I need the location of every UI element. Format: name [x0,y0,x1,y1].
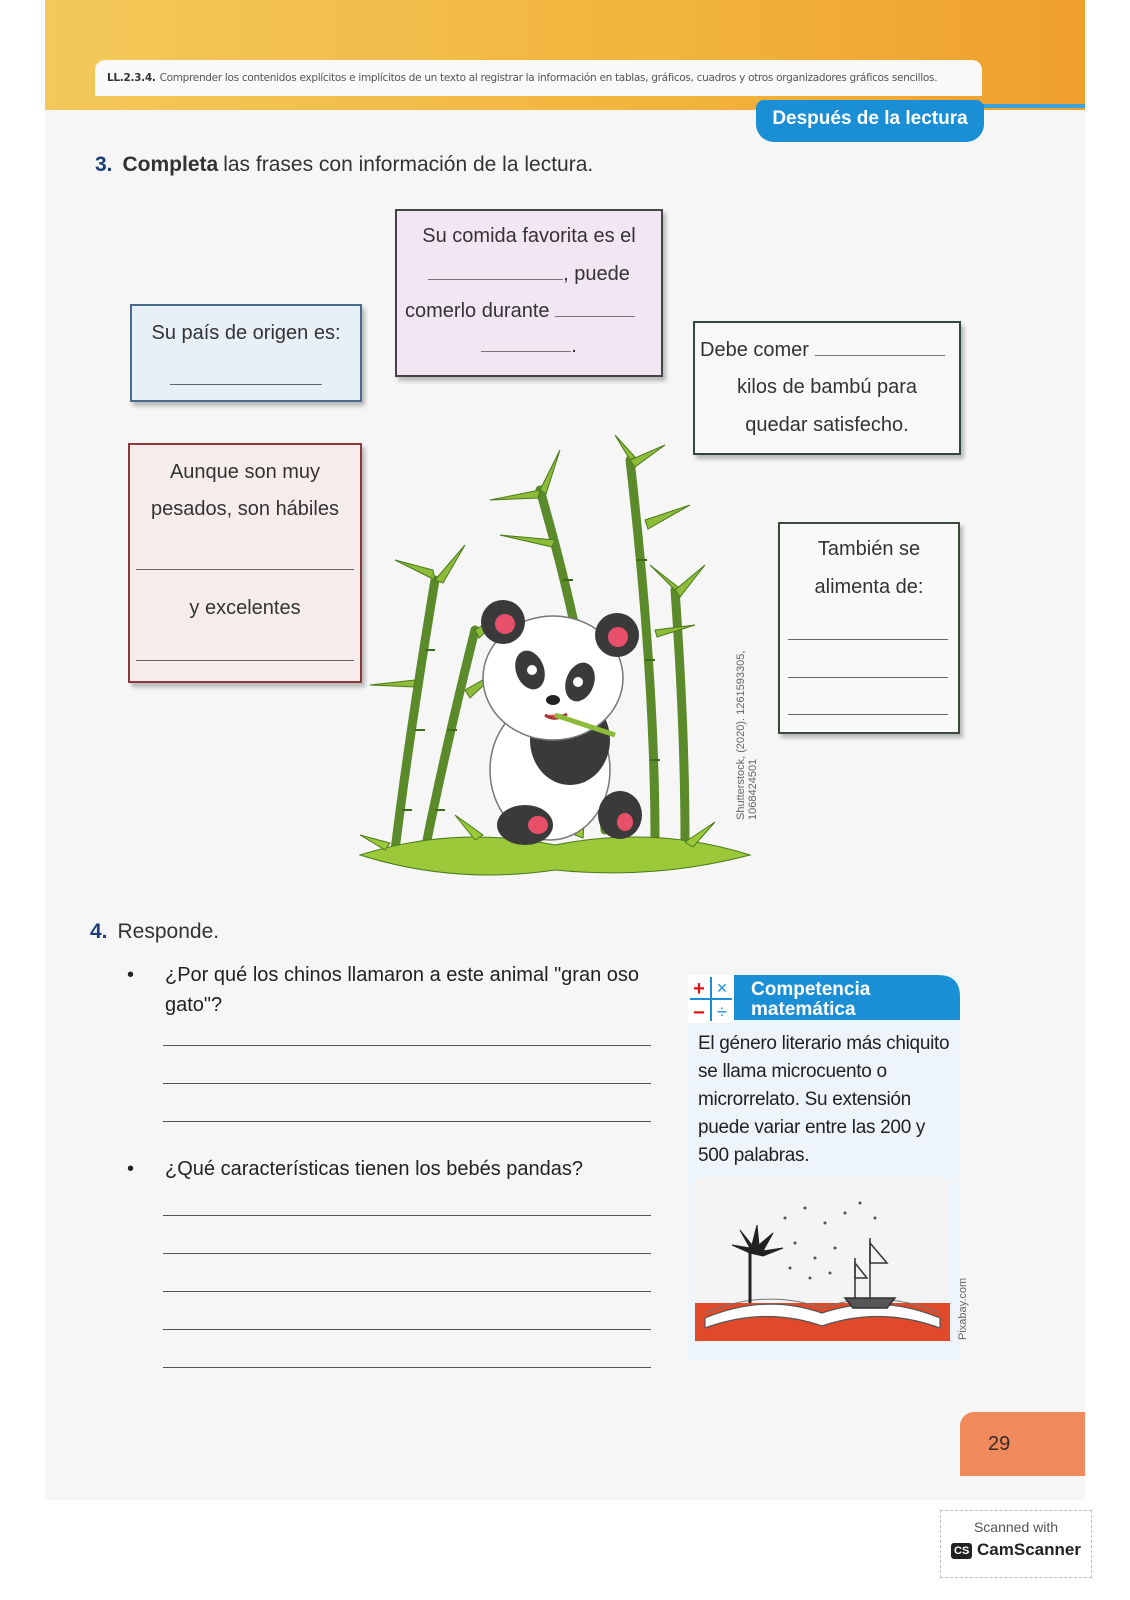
answer-line[interactable] [163,1121,651,1122]
box-skills-line3: y excelentes [189,597,301,619]
answer-line[interactable] [163,1045,651,1046]
answer-blank[interactable] [481,335,571,352]
objective-text: Comprender los contenidos explícitos e implícitos de un texto al registrar la información en tablas, gráficos, cuadros y otros organizadores gráficos sencillos. [159,72,938,84]
section-label: Después de la lectura [756,100,984,142]
bullet-2-text: ¿Qué características tienen los bebés pandas? [165,1158,584,1180]
book-icon [695,1299,950,1341]
divide-icon: ÷ [717,1002,727,1022]
question-4-bullet-2: • ¿Qué características tienen los bebés pandas? [127,1158,584,1180]
box-also-line2: alimenta de: [814,576,924,598]
panda-bamboo-illustration [355,430,759,890]
question-4-number: 4. [90,920,108,943]
answer-line[interactable] [136,660,354,661]
bullet-1-text: ¿Por qué los chinos llamaron a este animal "gran oso gato"? [165,964,640,1016]
camscanner-logo-icon: CS [951,1543,972,1559]
sidebar-image-credit: Pixabay.com [957,1277,969,1340]
camscanner-watermark [940,1510,1092,1578]
answer-line[interactable] [163,1367,651,1368]
scan-line-1: Scanned with [973,1519,1059,1535]
panda-icon [481,600,642,845]
answer-line[interactable] [163,1291,651,1292]
box-food-line3: comerlo durante [397,300,661,323]
box-favorite-food [395,209,663,377]
box-food-line2: , puede [397,263,661,286]
box-kilos-line1: Debe comer [695,339,959,362]
answer-line[interactable] [788,714,948,715]
answer-blank[interactable] [428,263,563,280]
sidebar-header [688,975,960,1025]
question-3-title [95,153,593,177]
question-3-verb: Completa [122,153,219,176]
answer-line[interactable] [163,1215,651,1216]
box-kilos-line2: kilos de bambú para [736,376,918,398]
answer-line[interactable] [136,569,354,570]
answer-blank[interactable] [555,300,635,317]
box-food-line1: Su comida favorita es el [422,225,636,247]
objective-code: LL.2.3.4. [107,72,156,84]
times-icon: × [716,978,728,998]
question-4-title [90,920,219,944]
sidebar-title-2: matemática [751,999,856,1020]
box-also-line1: También se [817,538,921,560]
sidebar-text: El género literario más chiquito se llama microcuento o microrrelato. Su extensión puede variar entre las 200 y 500 palabras. [698,1033,950,1166]
answer-line[interactable] [163,1083,651,1084]
box-food-line4: . [397,335,661,358]
answer-line[interactable] [163,1253,651,1254]
box-country [130,304,362,402]
sidebar-title-1: Competencia [751,979,871,1000]
question-4-text: Responde. [117,920,220,943]
scan-line-2: CS CamScanner [941,1540,1091,1560]
box-kilos-line3: quedar satisfecho. [745,414,909,436]
box-skills-line2: pesados, son hábiles [151,498,339,520]
page-number: 29 [960,1412,1085,1476]
question-4-bullet-1: • ¿Por qué los chinos llamaron a este animal "gran oso gato"? [127,964,640,1016]
answer-line[interactable] [788,639,948,640]
objective-banner [95,60,982,96]
question-3-number: 3. [95,153,113,176]
box-also-eats [778,522,960,734]
answer-line[interactable] [170,384,322,385]
plus-icon: + [693,978,705,1000]
box-skills-line1: Aunque son muy [169,461,321,483]
answer-line[interactable] [788,677,948,678]
open-book-illustration [695,1178,950,1341]
box-country-line1: Su país de origen es: [151,322,341,344]
minus-icon: − [693,1002,705,1024]
answer-line[interactable] [163,1329,651,1330]
box-skills [128,443,362,683]
image-credit: Shutterstock, (2020). 1261593305, 1068424501 [735,650,759,820]
answer-blank[interactable] [815,339,945,356]
question-3-text: las frases con información de la lectura. [223,153,594,176]
